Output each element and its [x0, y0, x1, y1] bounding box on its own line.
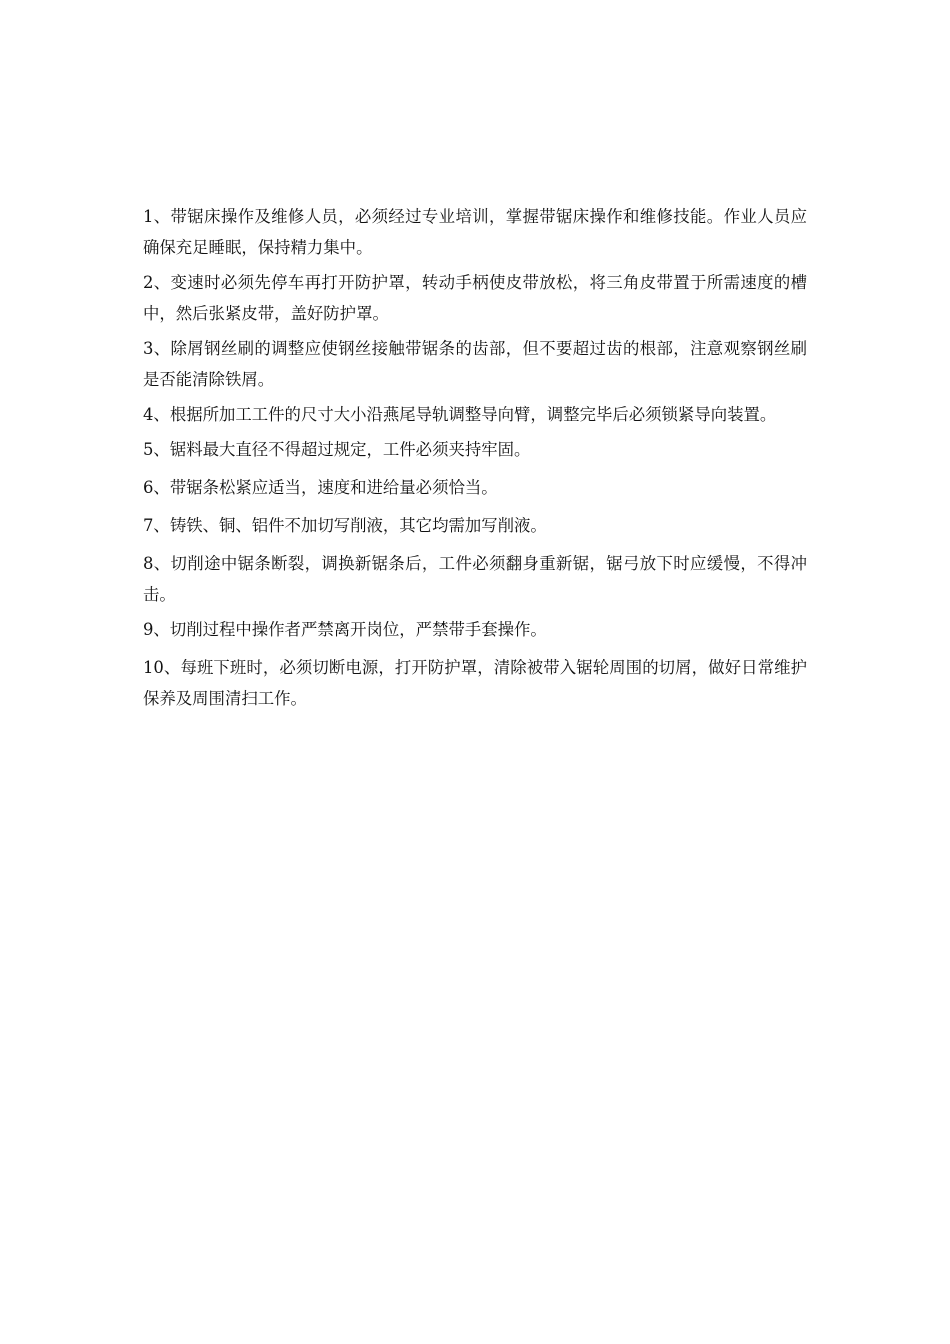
rule-item-7: 7、铸铁、铜、铝件不加切写削液，其它均需加写削液。 — [143, 516, 547, 535]
rule-item-2: 2、变速时必须先停车再打开防护罩，转动手柄使皮带放松，将三角皮带置于所需速度的槽中，然后张紧皮带，盖好防护罩。 — [143, 273, 807, 323]
rule-item-1: 1、带锯床操作及维修人员，必须经过专业培训，掌握带锯床操作和维修技能。作业人员应确保充足睡眠，保持精力集中。 — [143, 207, 807, 257]
rule-item-9: 9、切削过程中操作者严禁离开岗位，严禁带手套操作。 — [143, 620, 547, 639]
safety-rules-list — [143, 201, 807, 718]
rule-item-8: 8、切削途中锯条断裂，调换新锯条后，工件必须翻身重新锯，锯弓放下时应缓慢，不得冲击。 — [143, 554, 807, 604]
rule-item-5: 5、锯料最大直径不得超过规定，工件必须夹持牢固。 — [143, 440, 531, 459]
rule-item-4: 4、根据所加工工件的尺寸大小沿燕尾导轨调整导向臂，调整完毕后必须锁紧导向装置。 — [143, 405, 777, 424]
rule-item-6: 6、带锯条松紧应适当，速度和进给量必须恰当。 — [143, 478, 498, 497]
rule-item-10: 10、每班下班时，必须切断电源，打开防护罩，清除被带入锯轮周围的切屑，做好日常维护保养及周围清扫工作。 — [143, 658, 807, 708]
rule-item-3: 3、除屑钢丝刷的调整应使钢丝接触带锯条的齿部，但不要超过齿的根部，注意观察钢丝刷是否能清除铁屑。 — [143, 339, 807, 389]
